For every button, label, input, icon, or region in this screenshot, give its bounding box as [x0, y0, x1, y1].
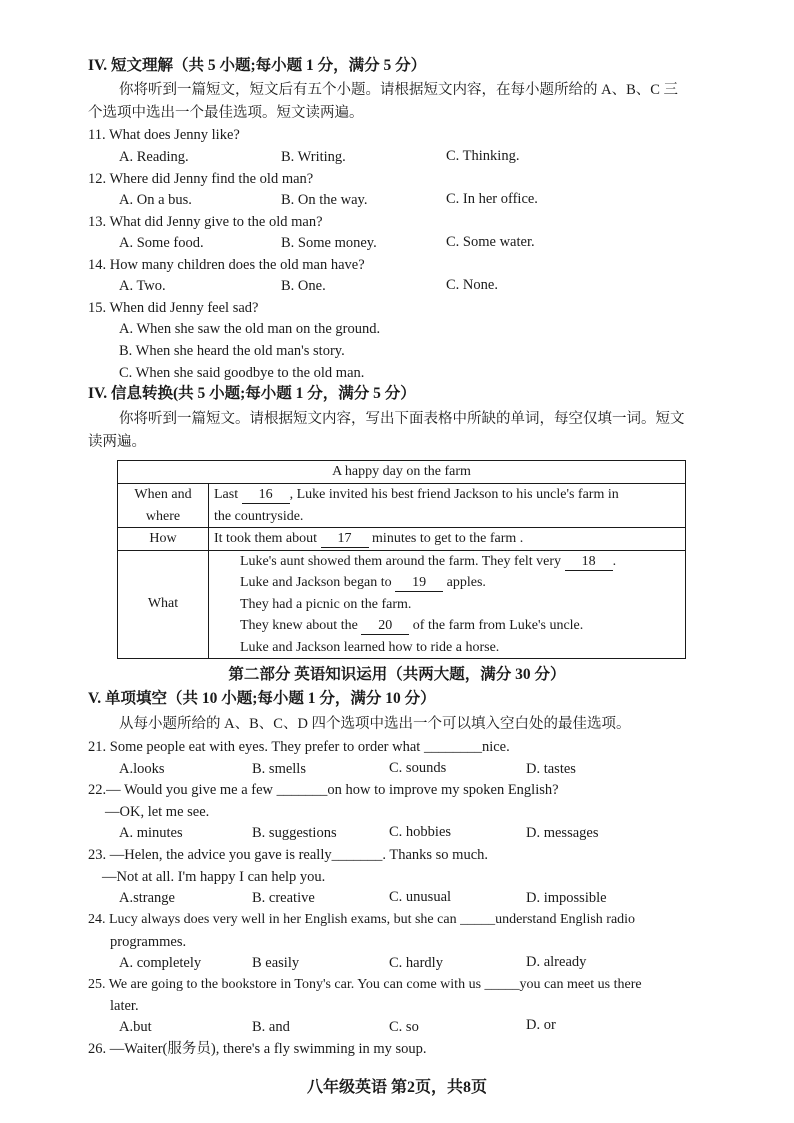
q15-option-c: C. When she said goodbye to the old man. [119, 365, 365, 381]
q22-option-b: B. suggestions [252, 825, 337, 841]
row-content-when-where: Last 16 , Luke invited his best friend Jackson to his uncle's farm in the countryside. [209, 484, 686, 528]
row-content-how: It took them about 17 minutes to get to the farm . [209, 528, 686, 551]
section-v-title: V. 单项填空（共 10 小题;每小题 1 分，满分 10 分） [88, 690, 436, 707]
q23-option-a: A.strange [119, 890, 175, 906]
q22-option-c: C. hobbies [389, 824, 452, 840]
table-header-row [118, 461, 686, 484]
q24-option-c: C. hardly [389, 955, 443, 971]
q14-option-b: B. One. [281, 278, 326, 294]
q12-option-c: C. In her office. [446, 191, 538, 207]
table-row [118, 484, 686, 528]
q25-option-b: B. and [252, 1019, 290, 1035]
q25-option-c: C. so [389, 1019, 419, 1035]
table-row [118, 550, 686, 659]
part-2-title: 第二部分 英语知识运用（共两大题，满分 30 分） [228, 666, 566, 683]
q23-option-c: C. unusual [389, 889, 452, 905]
q11-option-a: A. Reading. [119, 149, 189, 165]
question-21: 21. Some people eat with eyes. They prefer to order what ________nice. [88, 739, 510, 755]
section-iv-instruction-1: 你将听到一篇短文，短文后有五个小题。请根据短文内容，在每小题所给的 A、B、C 三 [119, 82, 679, 98]
question-22-reply: —OK, let me see. [105, 804, 210, 820]
q24-option-d: D. already [526, 954, 587, 970]
question-14: 14. How many children does the old man have? [88, 257, 365, 273]
info-table [117, 460, 686, 659]
q21-option-d: D. tastes [526, 761, 576, 777]
q24-option-a: A. completely [119, 955, 202, 971]
q12-option-a: A. On a bus. [119, 192, 192, 208]
q11-option-c: C. Thinking. [446, 148, 520, 164]
blank-18[interactable]: 18 [565, 554, 613, 571]
question-23-reply: —Not at all. I'm happy I can help you. [102, 869, 326, 885]
row-content-what: Luke's aunt showed them around the farm. They felt very 18 . Luke and Jackson began to 19 apples. They had a picnic on the farm. They knew about the 20 of the farm from Luke's uncle. Luke and Jackson learned how to ride a horse. [209, 550, 686, 659]
row-label-when-where: When and where [118, 484, 209, 528]
section-v-instruction: 从每小题所给的 A、B、C、D 四个选项中选出一个可以填入空白处的最佳选项。 [119, 716, 631, 732]
q13-option-a: A. Some food. [119, 235, 204, 251]
q23-option-d: D. impossible [526, 890, 607, 906]
q13-option-b: B. Some money. [281, 235, 377, 251]
blank-19[interactable]: 19 [395, 575, 443, 592]
table-row [118, 528, 686, 551]
blank-17[interactable]: 17 [321, 531, 369, 548]
q25-option-a: A.but [119, 1019, 152, 1035]
row-label-how: How [118, 528, 209, 551]
question-13: 13. What did Jenny give to the old man? [88, 214, 323, 230]
section-iv-instruction-2: 个选项中选出一个最佳选项。短文读两遍。 [88, 105, 364, 121]
blank-16[interactable]: 16 [242, 487, 290, 504]
q15-option-b: B. When she heard the old man's story. [119, 343, 345, 359]
row-label-what: What [118, 550, 209, 659]
question-25-cont: later. [110, 998, 139, 1014]
q22-option-d: D. messages [526, 825, 599, 841]
q25-option-d: D. or [526, 1017, 556, 1033]
q12-option-b: B. On the way. [281, 192, 368, 208]
question-25: 25. We are going to the bookstore in Tony's car. You can come with us _____you can meet us there [88, 977, 642, 992]
page-footer: 八年级英语 第2页，共8页 [306, 1079, 487, 1096]
section-iv-b-instruction-1: 你将听到一篇短文。请根据短文内容，写出下面表格中所缺的单词，每空仅填一词。短文 [119, 411, 685, 427]
q24-option-b: B easily [252, 955, 300, 971]
section-iv-b-title: IV. 信息转换(共 5 小题;每小题 1 分，满分 5 分） [88, 385, 416, 402]
q15-option-a: A. When she saw the old man on the ground. [119, 321, 381, 337]
section-iv-title: IV. 短文理解（共 5 小题;每小题 1 分，满分 5 分） [88, 57, 427, 74]
question-22: 22.— Would you give me a few _______on how to improve my spoken English? [88, 782, 559, 798]
section-iv-b-instruction-2: 读两遍。 [88, 434, 146, 450]
question-24: 24. Lucy always does very well in her English exams, but she can _____understand English radio [88, 912, 636, 927]
q21-option-b: B. smells [252, 761, 306, 777]
q14-option-a: A. Two. [119, 278, 166, 294]
q14-option-c: C. None. [446, 277, 498, 293]
question-12: 12. Where did Jenny find the old man? [88, 171, 314, 187]
question-23: 23. —Helen, the advice you gave is really_______. Thanks so much. [88, 847, 489, 863]
q21-option-c: C. sounds [389, 760, 447, 776]
table-title: A happy day on the farm [118, 461, 686, 484]
q11-option-b: B. Writing. [281, 149, 346, 165]
question-15: 15. When did Jenny feel sad? [88, 300, 259, 316]
blank-20[interactable]: 20 [361, 618, 409, 635]
question-11: 11. What does Jenny like? [88, 127, 240, 143]
question-24-cont: programmes. [110, 934, 187, 950]
q22-option-a: A. minutes [119, 825, 183, 841]
q21-option-a: A.looks [119, 761, 165, 777]
q23-option-b: B. creative [252, 890, 315, 906]
q13-option-c: C. Some water. [446, 234, 535, 250]
question-26: 26. —Waiter(服务员), there's a fly swimming in my soup. [88, 1041, 427, 1057]
